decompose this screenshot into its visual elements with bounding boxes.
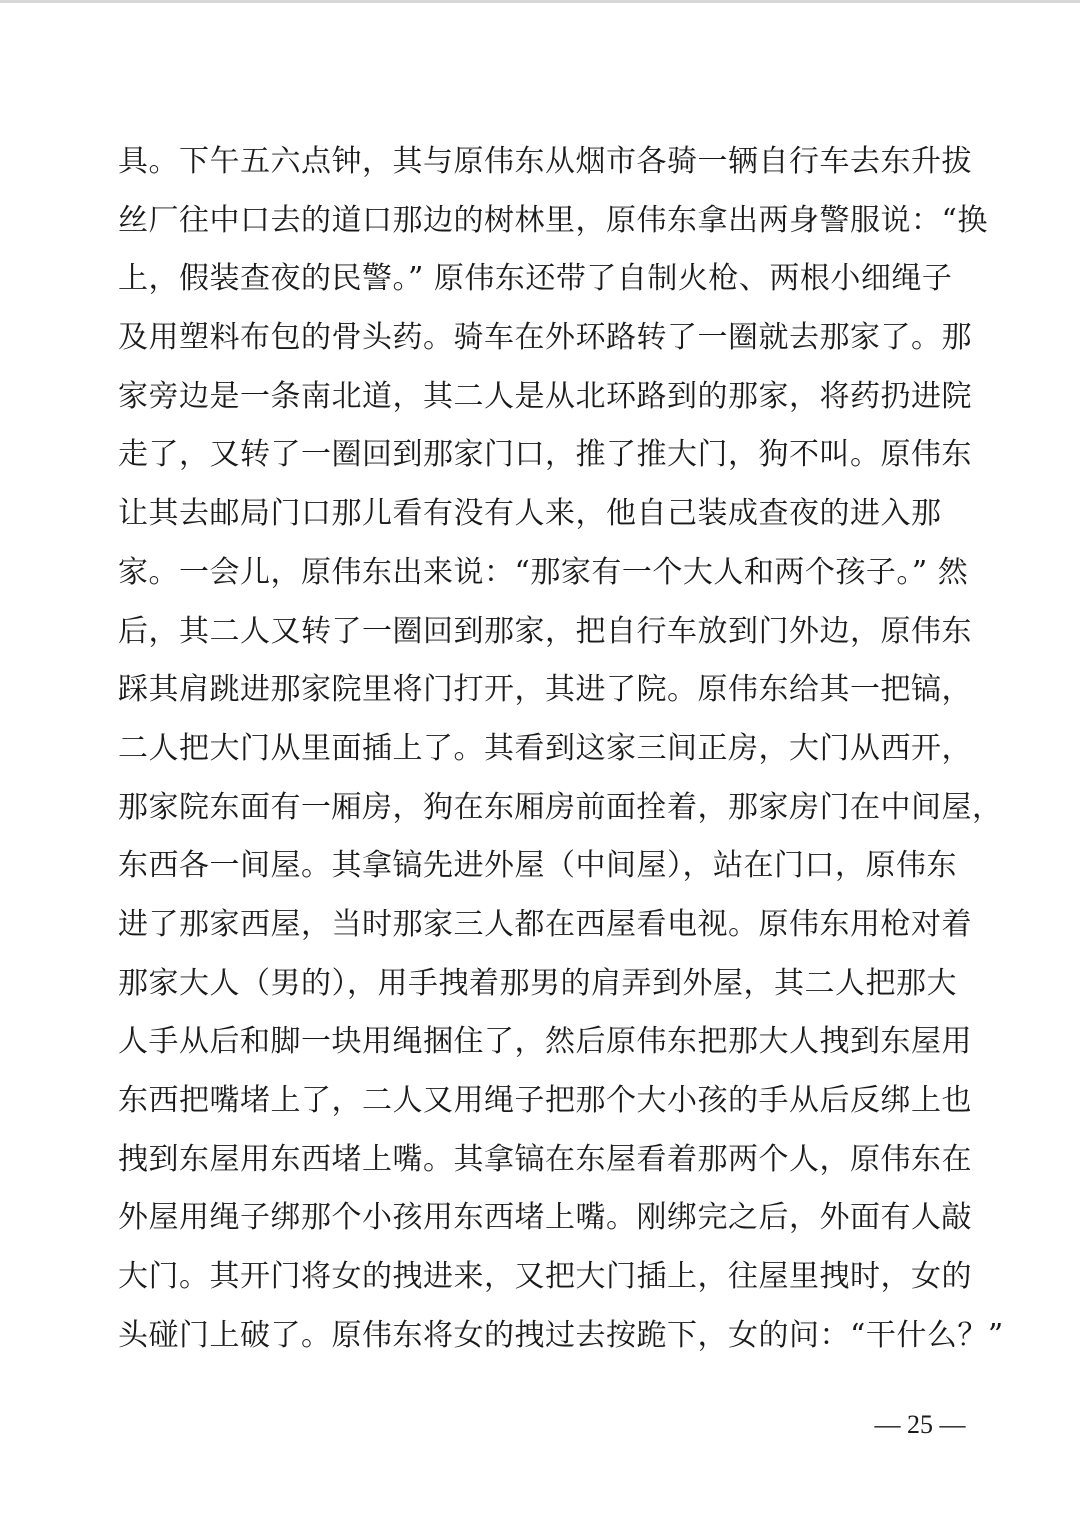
text-line: 家。一会儿，原伟东出来说：“那家有一个大人和两个孩子。” 然 xyxy=(118,554,969,590)
text-line: 拽到东屋用东西堵上嘴。其拿镐在东屋看着那两个人，原伟东在 xyxy=(118,1141,972,1177)
text-line: 后，其二人又转了一圈回到那家，把自行车放到门外边，原伟东 xyxy=(118,613,972,649)
text-line: 进了那家西屋，当时那家三人都在西屋看电视。原伟东用枪对着 xyxy=(118,906,972,942)
text-line: 东西各一间屋。其拿镐先进外屋（中间屋），站在门口，原伟东 xyxy=(118,848,957,884)
text-line: 二人把大门从里面插上了。其看到这家三间正房，大门从西开， xyxy=(118,730,972,766)
text-line: 那家院东面有一厢房，狗在东厢房前面拴着，那家房门在中间屋， xyxy=(118,789,1003,825)
text-line: 让其去邮局门口那儿看有没有人来，他自己装成查夜的进入那 xyxy=(118,496,942,532)
text-line: 丝厂往中口去的道口那边的树林里，原伟东拿出两身警服说：“换 xyxy=(118,202,988,238)
text-line: 那家大人（男的），用手拽着那男的肩弄到外屋，其二人把那大 xyxy=(118,965,957,1001)
page-number: — 25 — xyxy=(874,1410,966,1439)
text-line: 及用塑料布包的骨头药。骑车在外环路转了一圈就去那家了。那 xyxy=(118,320,972,356)
top-divider xyxy=(0,0,1080,3)
text-line: 头碰门上破了。原伟东将女的拽过去按跪下，女的问：“干什么？” xyxy=(118,1317,1004,1353)
text-line: 人手从后和脚一块用绳捆住了，然后原伟东把那大人拽到东屋用 xyxy=(118,1024,972,1060)
text-line: 外屋用绳子绑那个小孩用东西堵上嘴。刚绑完之后，外面有人敲 xyxy=(118,1200,972,1236)
text-line: 上，假装查夜的民警。” 原伟东还带了自制火枪、两根小细绳子 xyxy=(118,261,953,297)
text-line: 走了，又转了一圈回到那家门口，推了推大门，狗不叫。原伟东 xyxy=(118,437,972,473)
text-line: 东西把嘴堵上了，二人又用绳子把那个大小孩的手从后反绑上也 xyxy=(118,1083,972,1118)
text-line: 大门。其开门将女的拽进来，又把大门插上，往屋里拽时，女的 xyxy=(118,1259,972,1295)
text-line: 家旁边是一条南北道，其二人是从北环路到的那家，将药扔进院 xyxy=(118,378,972,414)
body-text xyxy=(118,133,1004,1365)
text-line: 具。下午五六点钟，其与原伟东从烟市各骑一辆自行车去东升拔 xyxy=(118,144,972,179)
text-line: 踩其肩跳进那家院里将门打开，其进了院。原伟东给其一把镐， xyxy=(118,672,972,708)
